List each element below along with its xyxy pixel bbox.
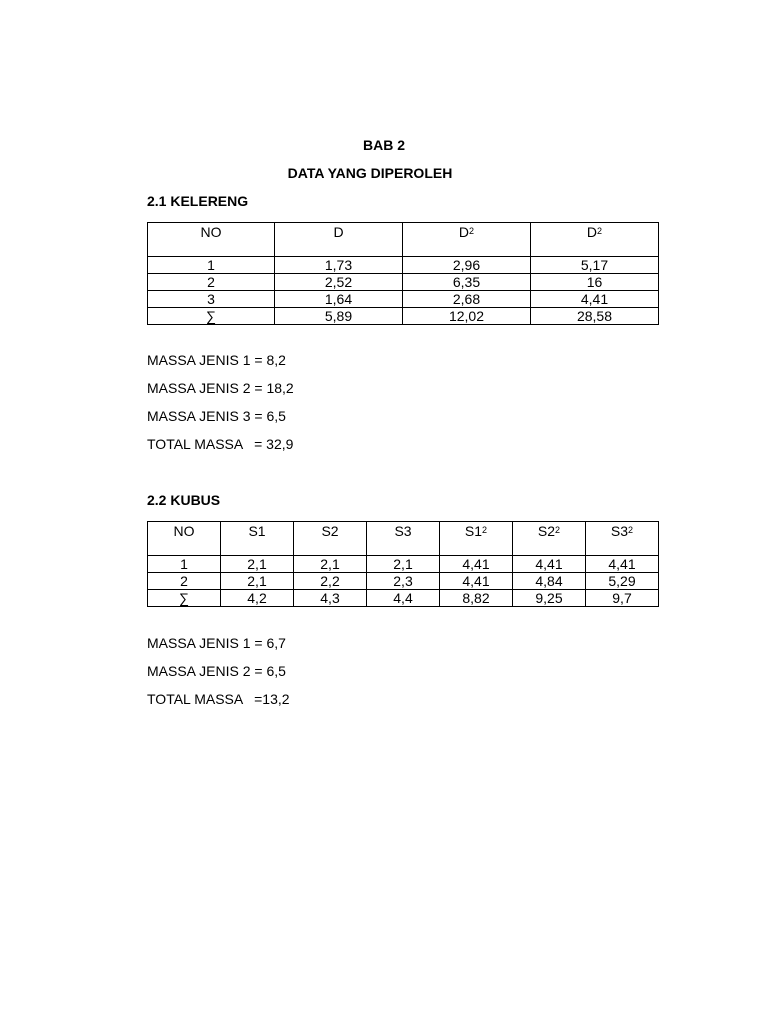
table-cell: 2,2 [294,573,367,590]
table-header-cell: $D^2$ [531,223,659,257]
chapter-title: BAB 2 [362,137,405,153]
section-title: DATA YANG DIPEROLEH [287,165,453,181]
kubus-line: MASSA JENIS 2 = 6,5 [147,663,286,679]
table-cell: 2,3 [367,573,440,590]
table-cell: 2,1 [294,556,367,573]
table-cell: 5,17 [531,257,659,274]
sum-symbol: ∑ [148,308,275,325]
table-cell: 4,84 [513,573,586,590]
table-cell: 4,41 [586,556,659,573]
table-cell: 5,89 [275,308,403,325]
table-cell: 2,1 [221,573,294,590]
table-header-cell: S1 [221,522,294,556]
table-header-cell: $S1^2$ [440,522,513,556]
table-cell: 2 [148,573,221,590]
sum-symbol: ∑ [148,590,221,607]
kelereng-line: MASSA JENIS 1 = 8,2 [147,352,286,368]
table-cell: 6,35 [403,274,531,291]
table-cell: 2,96 [403,257,531,274]
table-row [148,573,659,590]
table-cell: 4,41 [440,556,513,573]
table-header-cell: NO [148,223,275,257]
table-header-cell: $S3^2$ [586,522,659,556]
table-header-row [148,522,659,556]
table-cell: 16 [531,274,659,291]
table-cell: 2 [148,274,275,291]
kelereng-heading: 2.1 KELERENG [147,193,249,209]
table-header-cell: NO [148,522,221,556]
table-header-row [148,223,659,257]
table-cell: 5,29 [586,573,659,590]
table-cell: 1,73 [275,257,403,274]
table-cell: 8,82 [440,590,513,607]
table-header-cell: D [275,223,403,257]
table-cell: 1,64 [275,291,403,308]
kubus-heading: 2.2 KUBUS [147,492,221,508]
kelereng-table [147,222,659,325]
table-cell: 4,4 [367,590,440,607]
table-sum-row [148,308,659,325]
table-cell: 4,2 [221,590,294,607]
table-cell: 4,41 [440,573,513,590]
table-cell: 2,1 [367,556,440,573]
table-header-cell: S2 [294,522,367,556]
table-sum-row [148,590,659,607]
table-cell: 2,68 [403,291,531,308]
table-row [148,556,659,573]
kelereng-line: MASSA JENIS 2 = 18,2 [147,380,294,396]
table-cell: 2,52 [275,274,403,291]
table-header-cell: $S2^2$ [513,522,586,556]
table-cell: 4,41 [531,291,659,308]
table-row [148,291,659,308]
table-row [148,257,659,274]
table-cell: 28,58 [531,308,659,325]
kelereng-line: MASSA JENIS 3 = 6,5 [147,408,286,424]
table-cell: 2,1 [221,556,294,573]
table-cell: 12,02 [403,308,531,325]
table-header-cell: $D^2$ [403,223,531,257]
table-cell: 9,7 [586,590,659,607]
table-row [148,274,659,291]
table-cell: 3 [148,291,275,308]
table-cell: 9,25 [513,590,586,607]
kelereng-total: TOTAL MASSA = 32,9 [147,436,294,452]
table-cell: 1 [148,257,275,274]
table-cell: 4,3 [294,590,367,607]
table-cell: 1 [148,556,221,573]
table-header-cell: S3 [367,522,440,556]
kubus-total: TOTAL MASSA =13,2 [147,691,290,707]
kubus-line: MASSA JENIS 1 = 6,7 [147,635,286,651]
table-cell: 4,41 [513,556,586,573]
kubus-table [147,521,659,607]
